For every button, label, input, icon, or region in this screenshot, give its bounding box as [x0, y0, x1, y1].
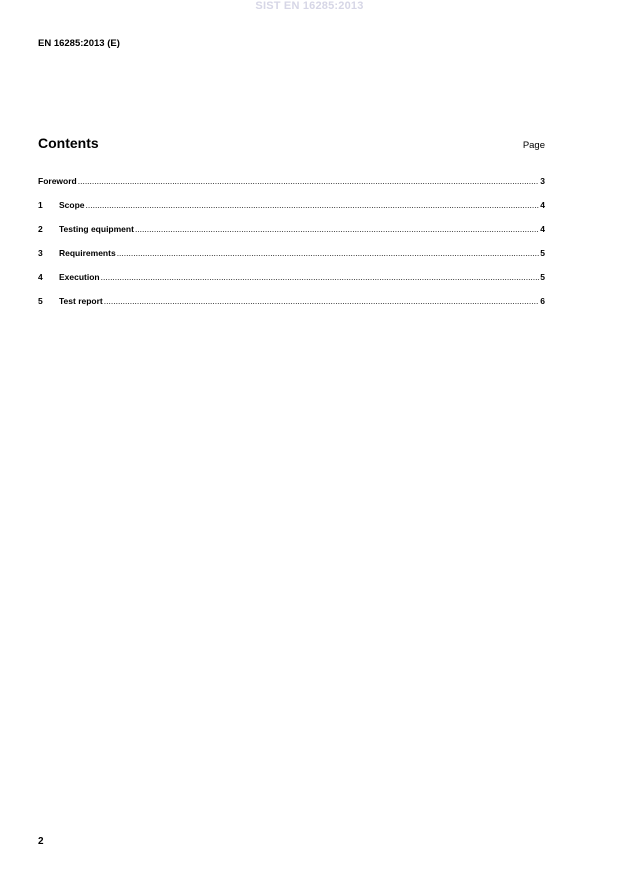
toc-entry-page: 5: [540, 272, 545, 282]
page-number: 2: [38, 836, 44, 847]
toc-entry-page: 6: [540, 296, 545, 306]
toc-entry-title: Test report: [59, 296, 103, 306]
watermark: SIST EN 16285:2013: [255, 0, 364, 12]
toc-dot-leader: [101, 272, 540, 282]
toc-dot-leader: [135, 224, 539, 234]
contents-heading: Contents: [38, 135, 99, 151]
toc-entry-requirements[interactable]: [38, 248, 545, 272]
toc-entry-page: 5: [540, 248, 545, 258]
toc-entry-number: 2: [38, 224, 43, 234]
table-of-contents: [38, 176, 545, 320]
toc-dot-leader: [104, 296, 539, 306]
toc-entry-test-report[interactable]: [38, 296, 545, 320]
toc-entry-title: Requirements: [59, 248, 116, 258]
toc-entry-number: 5: [38, 296, 43, 306]
page-column-label: Page: [522, 140, 545, 151]
toc-entry-page: 4: [540, 224, 545, 234]
toc-entry-scope[interactable]: [38, 200, 545, 224]
toc-entry-page: 4: [540, 200, 545, 210]
toc-entry-title: Execution: [59, 272, 100, 282]
toc-entry-number: 3: [38, 248, 43, 258]
toc-entry-number: 4: [38, 272, 43, 282]
toc-entry-title: Foreword: [38, 176, 77, 186]
toc-dot-leader: [78, 176, 540, 186]
toc-entry-title: Testing equipment: [59, 224, 134, 234]
toc-entry-title: Scope: [59, 200, 85, 210]
toc-entry-page: 3: [540, 176, 545, 186]
toc-dot-leader: [86, 200, 540, 210]
toc-entry-testing-equipment[interactable]: [38, 224, 545, 248]
toc-entry-execution[interactable]: [38, 272, 545, 296]
document-id: EN 16285:2013 (E): [38, 38, 120, 49]
toc-dot-leader: [117, 248, 540, 258]
toc-entry-number: 1: [38, 200, 43, 210]
toc-entry-foreword[interactable]: [38, 176, 545, 200]
